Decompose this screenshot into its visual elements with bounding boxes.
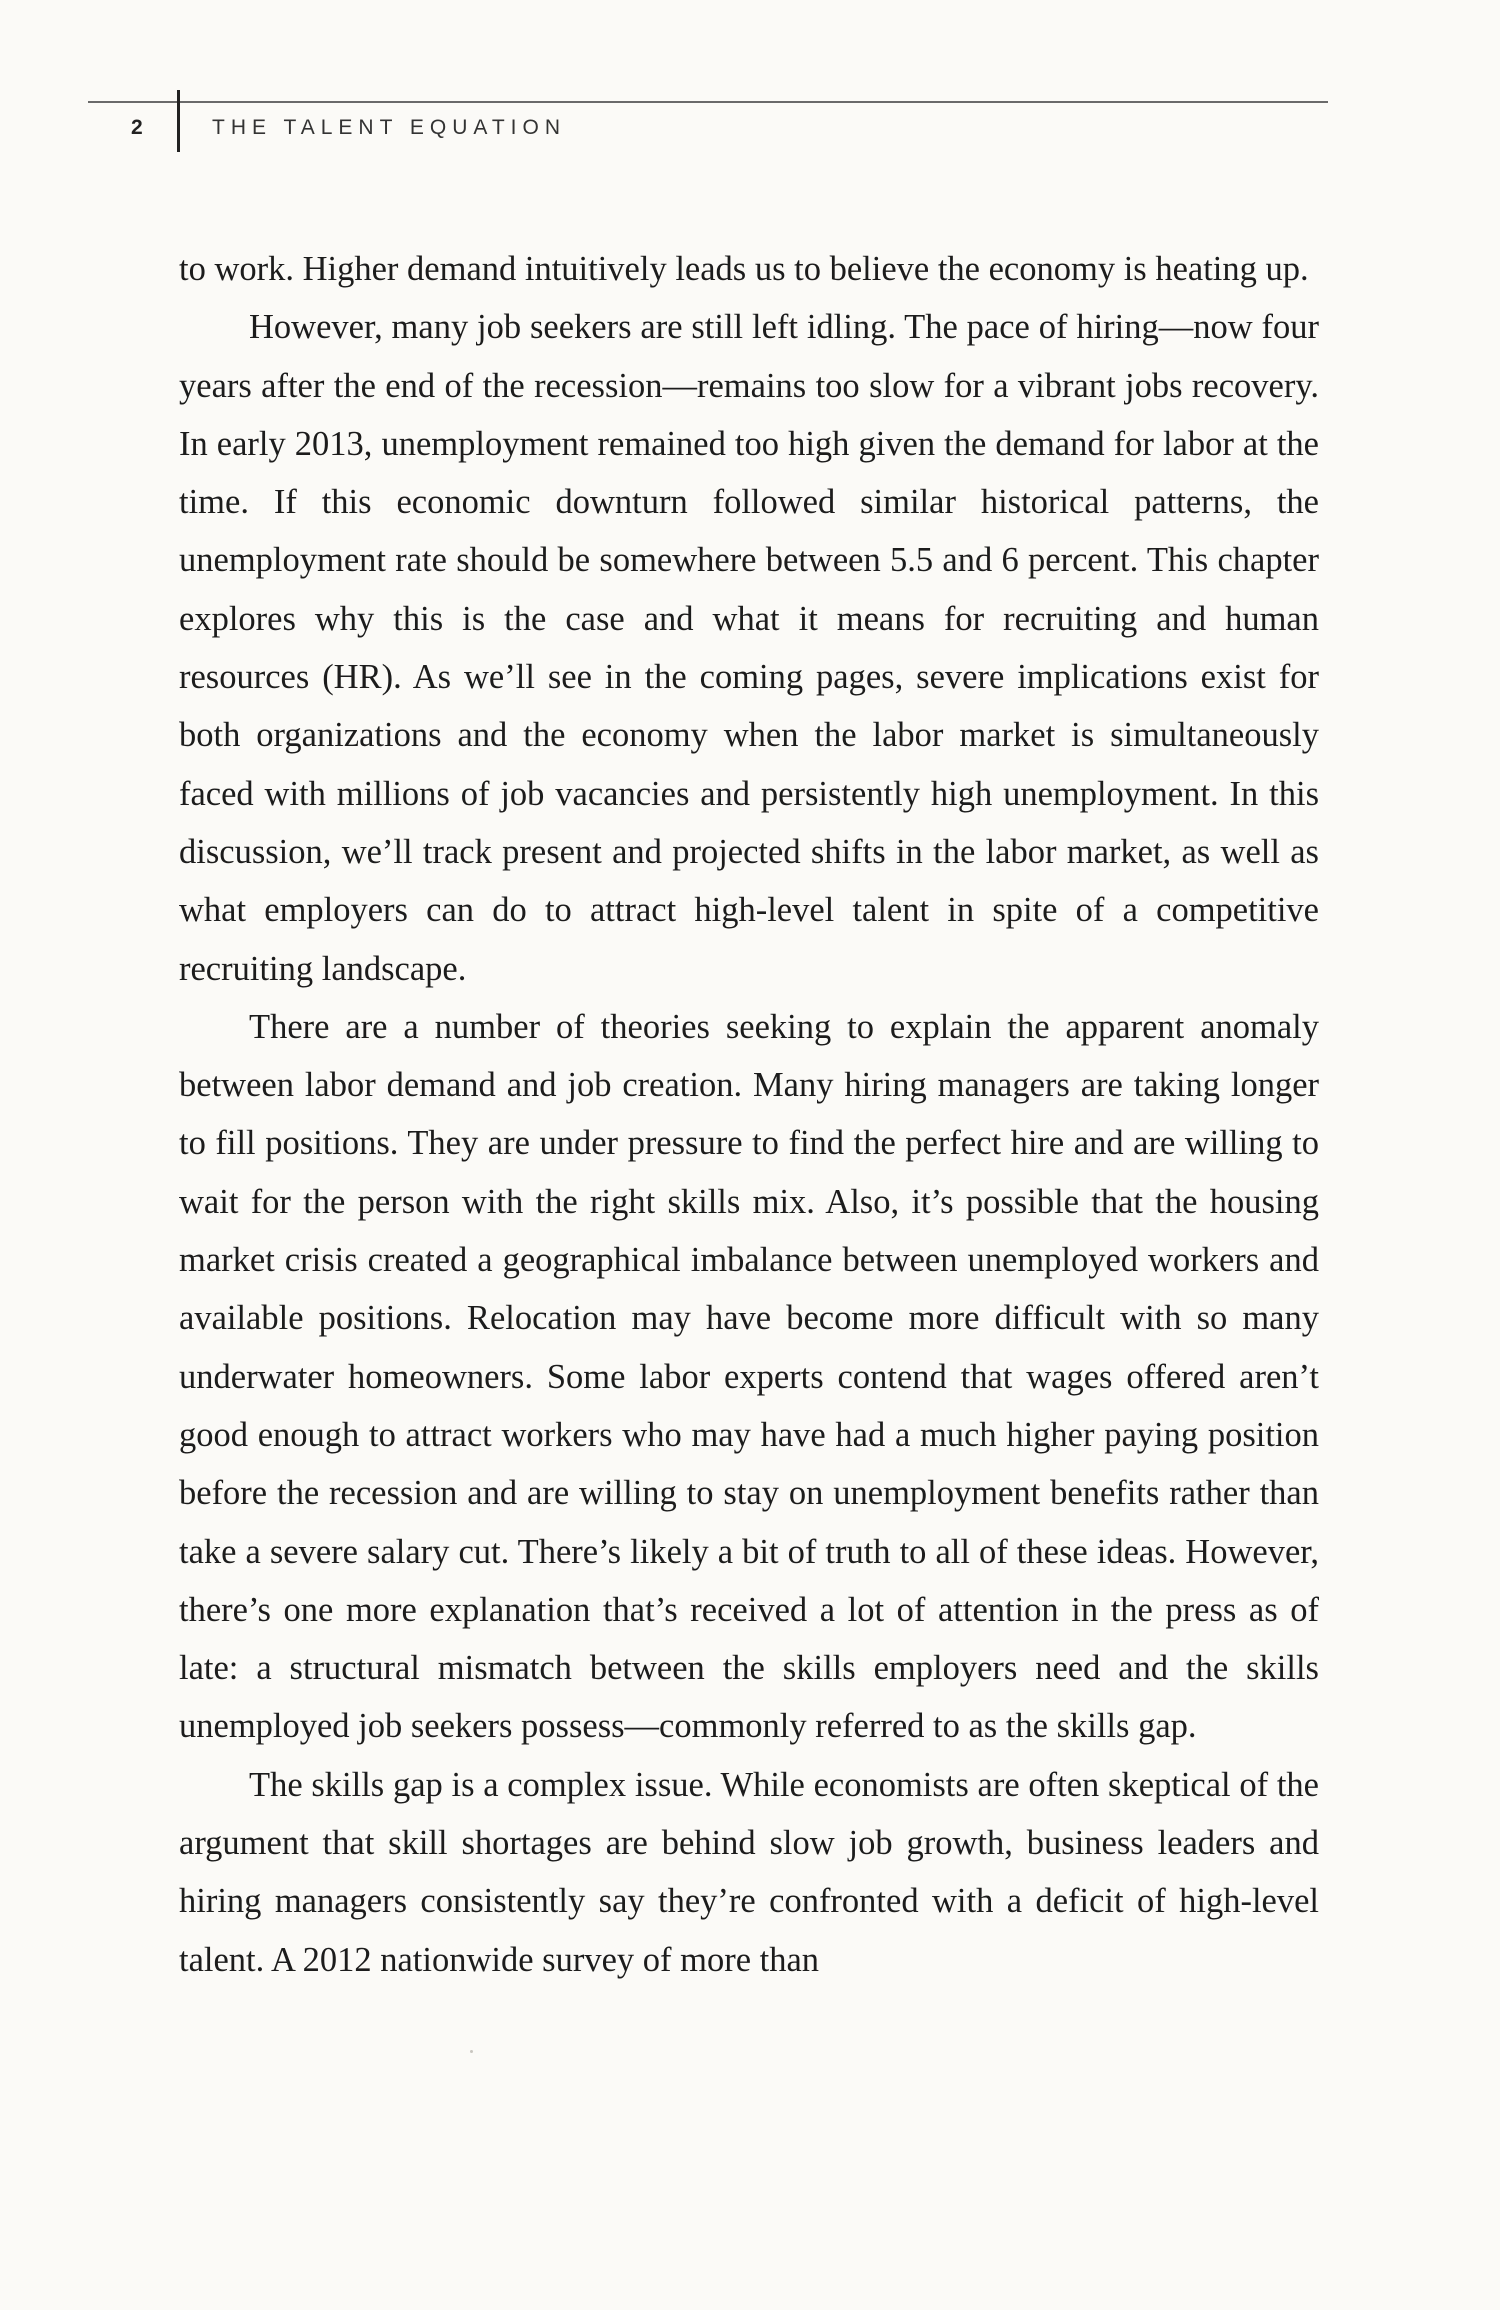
running-head: THE TALENT EQUATION [212, 116, 566, 139]
paragraph-continuation: to work. Higher demand intuitively leads us to believe the economy is heating up. [179, 250, 1309, 288]
header-divider [177, 90, 180, 152]
body-text [179, 240, 1319, 1989]
page-blemish [470, 2050, 473, 2053]
paragraph-hiring-pace: However, many job seekers are still left idling. The pace of hiring—now four years after the end of the recession—remains too slow for a vibrant jobs recovery. In early 2013, unemployment remained too high given the demand for labor at the time. If this economic downturn followed similar historical patterns, the unemployment rate should be somewhere between 5.5 and 6 percent. This chapter explores why this is the case and what it means for recruiting and human resources (HR). As we’ll see in the coming pages, severe implications exist for both organizations and the economy when the labor market is simultaneously faced with millions of job vacancies and persistently high unemployment. In this discussion, we’ll track present and projected shifts in the labor market, as well as what employers can do to attract high-level talent in spite of a competitive recruiting landscape. [179, 308, 1319, 988]
paragraph-skills-gap: The skills gap is a complex issue. While economists are often skeptical of the argument that skill shortages are behind slow job growth, business leaders and hiring managers consistently say they’re confronted with a deficit of high-level talent. A 2012 nationwide survey of more than [179, 1765, 1319, 1979]
page-number: 2 [131, 116, 143, 139]
paragraph-theories: There are a number of theories seeking to explain the apparent anomaly between labor demand and job creation. Many hiring managers are taking longer to fill positions. They are under pressure to find the perfect hire and are willing to wait for the person with the right skills mix. Also, it’s possible that the housing market crisis created a geographical imbalance between unemployed workers and available positions. Relocation may have become more difficult with so many underwater homeowners. Some labor experts contend that wages offered aren’t good enough to attract workers who may have had a much higher paying position before the recession and are willing to stay on unemployment benefits rather than take a severe salary cut. There’s likely a bit of truth to all of these ideas. However, there’s one more explanation that’s received a lot of attention in the press as of late: a structural mismatch between the skills employers need and the skills unemployed job seekers possess—commonly referred to as the skills gap. [179, 1007, 1319, 1746]
header-rule [88, 101, 1328, 103]
